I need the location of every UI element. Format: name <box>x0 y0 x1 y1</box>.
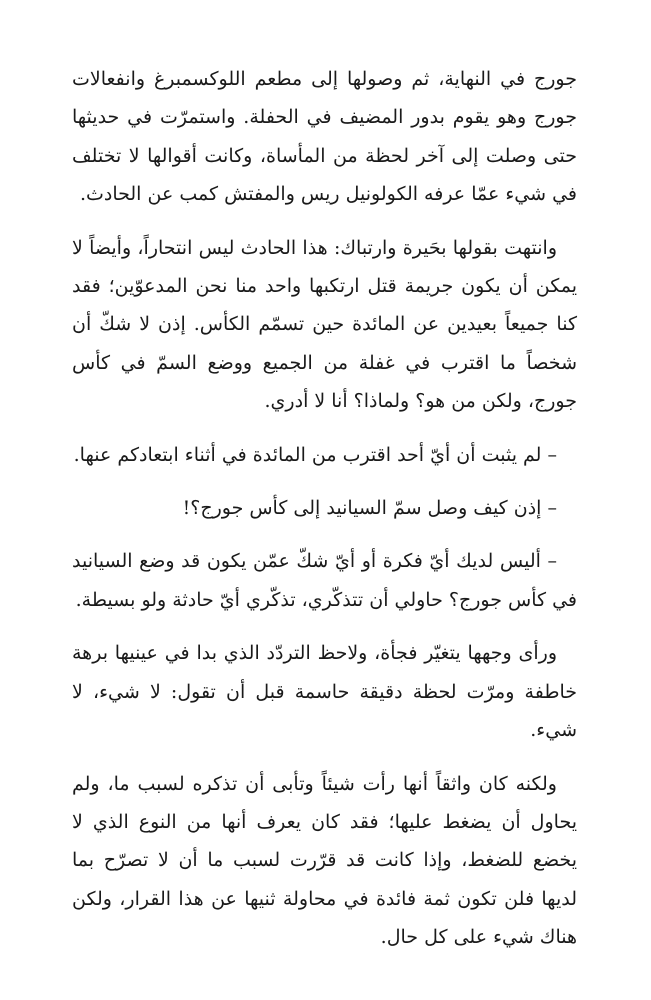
dialogue-line: – إذن كيف وصل سمّ السيانيد إلى كأس جورج؟! <box>182 497 557 520</box>
paragraph: ولكنه كان واثقاً أنها رأت شيئاً وتأبى أن تذكره لسبب ما، ولم يحاول أن يضغط عليها؛ فقد كان يعرف أنها من النوع الذي لا يخضع للضغط، وإذا كانت قد قرّرت لسبب ما أن لا تصرّح بما لديها فلن تكون ثمة فائدة في محاولة ثنيها عن هذا القرار، ولكن هناك شيء على كل حال. <box>72 772 577 949</box>
paragraph: جورج في النهاية، ثم وصولها إلى مطعم اللوكسمبرغ وانفعالات جورج وهو يقوم بدور المضيف في الحفلة. واستمرّت في حديثها حتى وصلت إلى آخر لحظة من المأساة، وكانت أقوالها لا تختلف في شيء عمّا عرفه الكولونيل ريس والمفتش كمب عن الحادث. <box>72 68 577 206</box>
paragraph: وانتهت بقولها بحَيرة وارتباك: هذا الحادث ليس انتحاراً، وأيضاً لا يمكن أن يكون جريمة قتل ارتكبها واحد منا نحن المدعوّين؛ فقد كنا جميعاً بعيدين عن المائدة حين تسمّم الكأس. إذن لا شكّ أن شخصاً ما اقترب في غفلة من الجميع ووضع السمّ في كأس جورج، ولكن من هو؟ ولماذا؟ أنا لا أدري. <box>72 236 577 413</box>
dialogue-line: – أليس لديك أيّ فكرة أو أيّ شكّ عمّن يكون قد وضع السيانيد في كأس جورج؟ حاولي أن تتذكّري، تذكّري أيّ حادثة ولو بسيطة. <box>72 550 577 611</box>
paragraph: ورأى وجهها يتغيّر فجأة، ولاحظ التردّد الذي بدا في عينيها برهة خاطفة ومرّت لحظة دقيقة حاسمة قبل أن تقول: لا شيء، لا شيء. <box>72 642 577 742</box>
dialogue-line: – لم يثبت أن أيّ أحد اقترب من المائدة في أثناء ابتعادكم عنها. <box>73 443 557 466</box>
